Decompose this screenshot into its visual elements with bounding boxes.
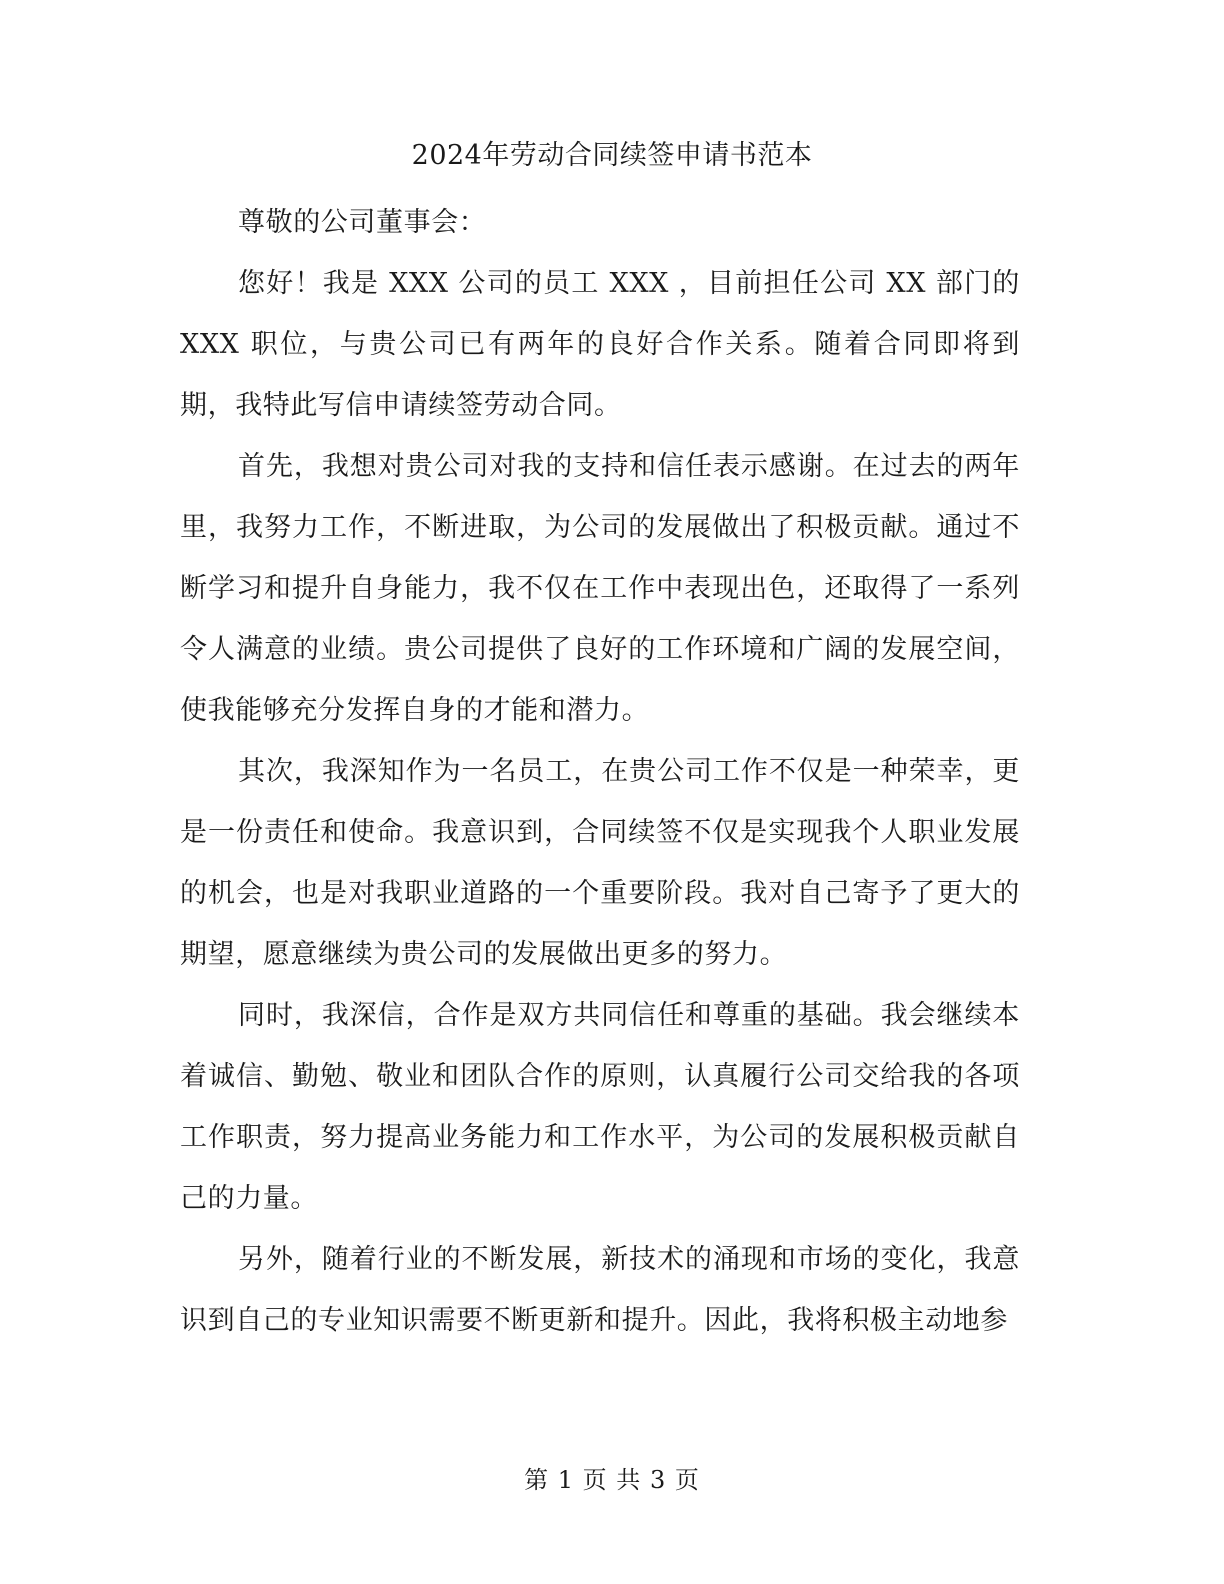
salutation: 尊敬的公司董事会： [238, 207, 487, 238]
paragraph-responsibility: 其次，我深知作为一名员工，在贵公司工作不仅是一种荣幸，更是一份责任和使命。我意识到，合同续签不仅是实现我个人职业发展的机会，也是对我职业道路的一个重要阶段。我对自己寄予了更大的期望，愿意继续为贵公司的发展做出更多的努力。 [180, 756, 1020, 970]
paragraph-gratitude: 首先，我想对贵公司对我的支持和信任表示感谢。在过去的两年里，我努力工作，不断进取，为公司的发展做出了积极贡献。通过不断学习和提升自身能力，我不仅在工作中表现出色，还取得了一系列令人满意的业绩。贵公司提供了良好的工作环境和广阔的发展空间，使我能够充分发挥自身的才能和潜力。 [180, 451, 1020, 726]
page-footer: 第 1 页 共 3 页 [524, 1466, 700, 1494]
paragraph-cooperation: 同时，我深信，合作是双方共同信任和尊重的基础。我会继续本着诚信、勤勉、敬业和团队合作的原则，认真履行公司交给我的各项工作职责，努力提高业务能力和工作水平，为公司的发展积极贡献自己的力量。 [180, 1000, 1020, 1214]
document-body [180, 192, 1020, 1351]
document-title: 2024年劳动合同续签申请书范本 [411, 140, 813, 171]
paragraph-development: 另外，随着行业的不断发展，新技术的涌现和市场的变化，我意识到自己的专业知识需要不断更新和提升。因此，我将积极主动地参 [180, 1244, 1020, 1336]
paragraph-greeting: 您好！我是 XXX 公司的员工 XXX ，目前担任公司 XX 部门的 XXX 职位，与贵公司已有两年的良好合作关系。随着合同即将到期，我特此写信申请续签劳动合同。 [180, 268, 1020, 421]
